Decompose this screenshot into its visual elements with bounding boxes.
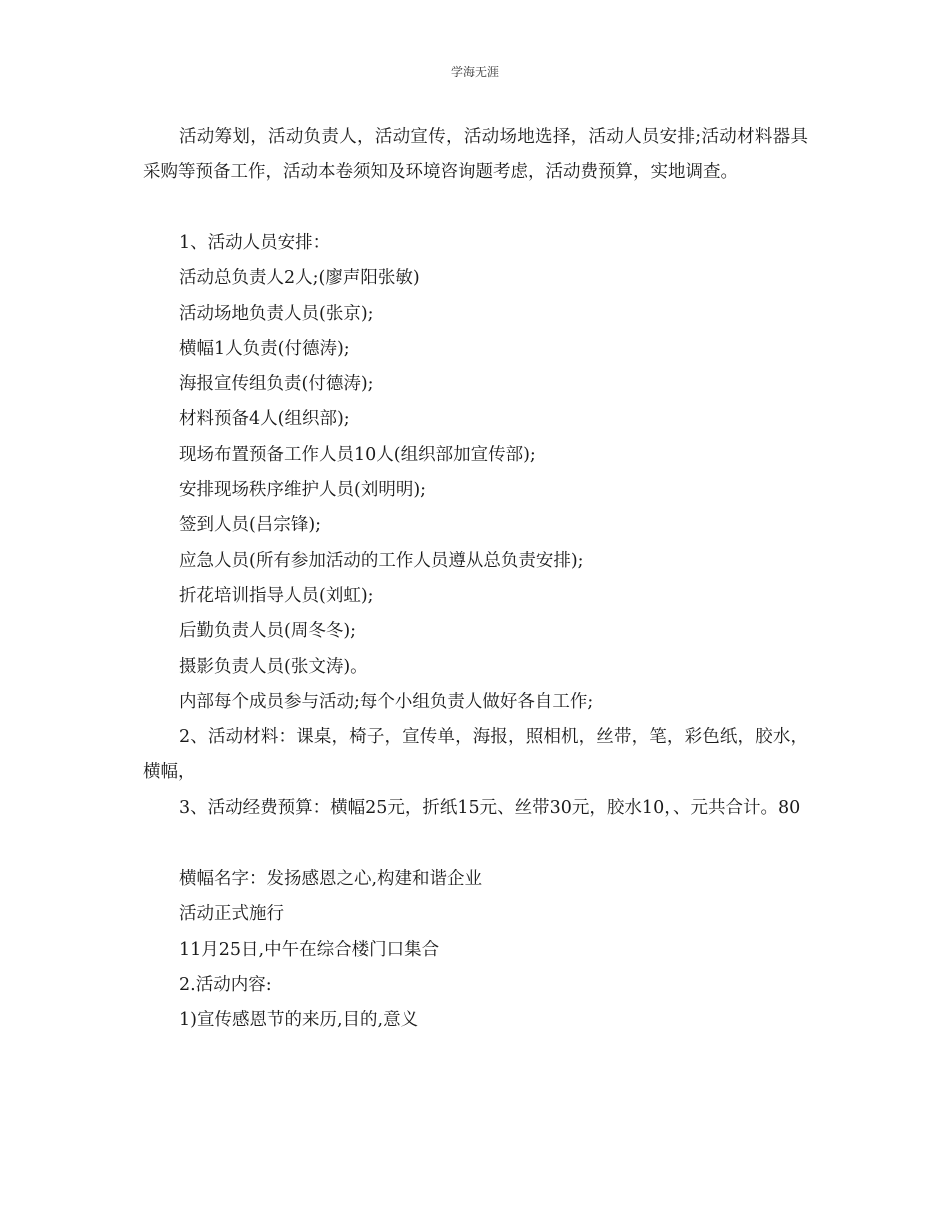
paragraph-content-heading: 2.活动内容: — [179, 975, 272, 996]
paragraph-event-date: 11月25日,中午在综合楼门口集合 — [179, 939, 440, 960]
paragraph-staff-line: 安排现场秩序维护人员(刘明明); — [179, 480, 427, 501]
paragraph-materials: 2、活动材料：课桌，椅子，宣传单，海报，照相机，丝带，笔，彩色纸，胶水，横幅， — [143, 727, 808, 783]
paragraph-content-item: 1)宣传感恩节的来历,目的,意义 — [179, 1010, 419, 1031]
paragraph-staff-line: 横幅1人负责(付德涛); — [179, 338, 350, 359]
paragraph-intro: 活动筹划，活动负责人，活动宣传，活动场地选择，活动人员安排;活动材料器具采购等预备工作，活动本卷须知及环境咨询题考虑，活动费预算，实地调查。 — [143, 127, 808, 183]
paragraph-staff-line: 应急人员(所有参加活动的工作人员遵从总负责安排); — [179, 550, 584, 571]
paragraph-staff-line: 材料预备4人(组织部); — [179, 409, 350, 430]
paragraph-staff-line: 活动场地负责人员(张京); — [179, 303, 374, 324]
paragraph-budget: 3、活动经费预算：横幅25元，折纸15元、丝带30元，胶水10，、元共合计。80 — [179, 798, 801, 819]
paragraph-staff-line: 后勤负责人员(周冬冬); — [179, 621, 357, 642]
paragraph-staff-line: 签到人员(吕宗锋); — [179, 515, 322, 536]
paragraph-staff-note: 内部每个成员参与活动;每个小组负责人做好各自工作; — [179, 691, 594, 712]
page-header: 学海无涯 — [450, 65, 499, 79]
paragraph-event-start: 活动正式施行 — [179, 904, 284, 925]
document-body — [143, 120, 808, 1039]
paragraph-staff-line: 活动总负责人2人;(廖声阳张敏) — [179, 268, 420, 289]
paragraph-staff-line: 海报宣传组负责(付德涛); — [179, 374, 374, 395]
paragraph-banner-name: 横幅名字：发扬感恩之心,构建和谐企业 — [179, 869, 483, 890]
paragraph-staff-line: 现场布置预备工作人员10人(组织部加宣传部); — [179, 444, 536, 465]
paragraph-staff-line: 折花培训指导人员(刘虹); — [179, 585, 374, 606]
paragraph-staff-line: 摄影负责人员(张文涛)。 — [179, 656, 368, 677]
paragraph-staff-heading: 1、活动人员安排： — [179, 233, 331, 253]
